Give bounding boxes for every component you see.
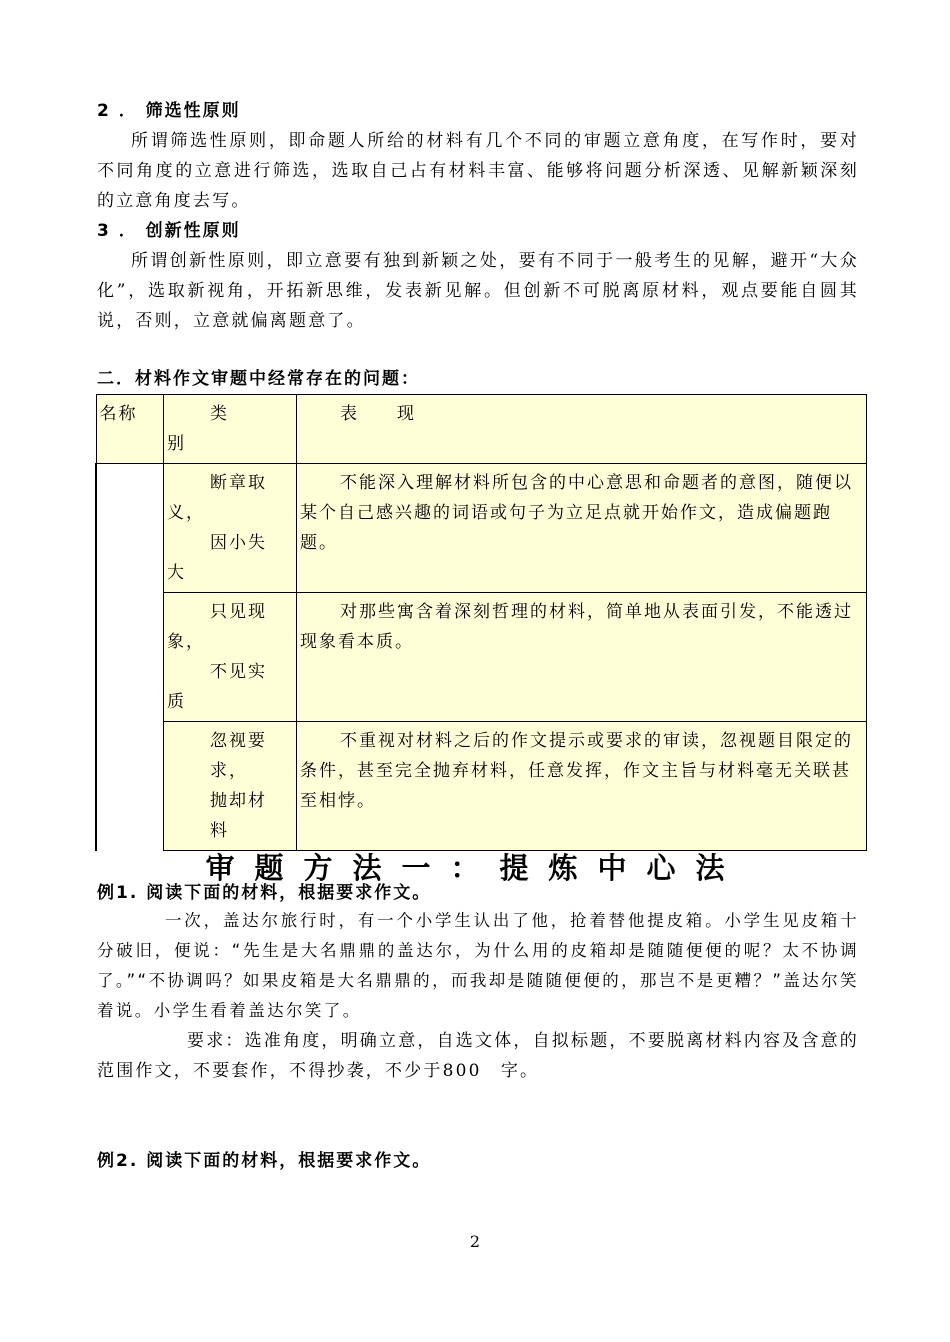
example1-story: 一次，盖达尔旅行时，有一个小学生认出了他，抢着替他提皮箱。小学生见皮箱十分破旧，便说：“先生是大名鼎鼎的盖达尔，为什么用的皮箱却是随随便便的呢？太不协调了。”“不协调吗？如果皮箱是大名鼎鼎的，而我却是随随便便的，那岂不是更糟？”盖达尔笑着说。小学生看着盖达尔笑了。 bbox=[97, 911, 859, 1020]
type-line: 义， bbox=[167, 503, 205, 523]
page-number: 2 bbox=[469, 1232, 481, 1251]
type-line: 大 bbox=[167, 563, 186, 583]
type-line: 不见实 bbox=[210, 662, 267, 682]
problems-table bbox=[95, 394, 867, 851]
type-line: 断章取 bbox=[210, 473, 267, 493]
header-show-cell bbox=[297, 395, 867, 464]
method-title: 审题方法一：提炼中心法 bbox=[205, 851, 745, 885]
table-row bbox=[96, 593, 867, 722]
part2-heading: 二．材料作文审题中经常存在的问题： bbox=[97, 369, 420, 389]
type-line: 忽视要 bbox=[210, 731, 267, 751]
desc-text: 不能深入理解材料所包含的中心意思和命题者的意图，随便以某个自己感兴趣的词语或句子为立足点就开始作文，造成偏题跑题。 bbox=[300, 473, 853, 553]
desc-text: 对那些寓含着深刻哲理的材料，简单地从表面引发，不能透过现象看本质。 bbox=[300, 602, 853, 652]
name-span-cell bbox=[96, 464, 164, 851]
example1-heading: 例1. 阅读下面的材料，根据要求作文。 bbox=[97, 883, 432, 903]
header-type-b: 别 bbox=[167, 434, 186, 454]
type-line: 质 bbox=[167, 692, 186, 712]
type-line: 象， bbox=[167, 632, 205, 652]
table-row bbox=[96, 722, 867, 851]
section2-body: 所谓筛选性原则，即命题人所给的材料有几个不同的审题立意角度，在写作时，要对不同角度的立意进行筛选，选取自己占有材料丰富、能够将问题分析深透、见解新颖深刻的立意角度去写。 bbox=[97, 131, 859, 211]
section3-body: 所谓创新性原则，即立意要有独到新颖之处，要有不同于一般考生的见解，避开“大众化”，选取新视角，开拓新思维，发表新见解。但创新不可脱离原材料，观点要能自圆其说，否则，立意就偏离题意了。 bbox=[97, 251, 859, 331]
section3-heading: 3 ． 创新性原则 bbox=[97, 221, 241, 241]
header-type-cell bbox=[164, 395, 297, 464]
example2-heading: 例2. 阅读下面的材料，根据要求作文。 bbox=[97, 1151, 432, 1171]
type-line: 抛却材 bbox=[210, 791, 267, 811]
example1-requirement: 要求：选准角度，明确立意，自选文体，自拟标题，不要脱离材料内容及含意的范围作文，不要套作，不得抄袭，不少于800 字。 bbox=[97, 1031, 859, 1081]
type-cell bbox=[164, 722, 297, 851]
type-cell bbox=[164, 464, 297, 593]
header-show: 表 现 bbox=[340, 404, 416, 424]
header-name-cell bbox=[96, 395, 164, 464]
desc-cell bbox=[297, 722, 867, 851]
section2-heading: 2 ． 筛选性原则 bbox=[97, 101, 241, 121]
type-line: 料 bbox=[210, 821, 229, 841]
header-type-a: 类 bbox=[210, 404, 229, 424]
desc-cell bbox=[297, 593, 867, 722]
type-cell bbox=[164, 593, 297, 722]
desc-text: 不重视对材料之后的作文提示或要求的审读，忽视题目限定的条件，甚至完全抛弃材料，任意发挥，作文主旨与材料毫无关联甚至相悖。 bbox=[300, 731, 853, 811]
desc-cell bbox=[297, 464, 867, 593]
type-line: 求， bbox=[210, 761, 248, 781]
table-row bbox=[96, 464, 867, 593]
type-line: 因小失 bbox=[210, 533, 267, 553]
type-line: 只见现 bbox=[210, 602, 267, 622]
header-name: 名称 bbox=[99, 404, 138, 424]
table-header-row bbox=[96, 395, 867, 464]
